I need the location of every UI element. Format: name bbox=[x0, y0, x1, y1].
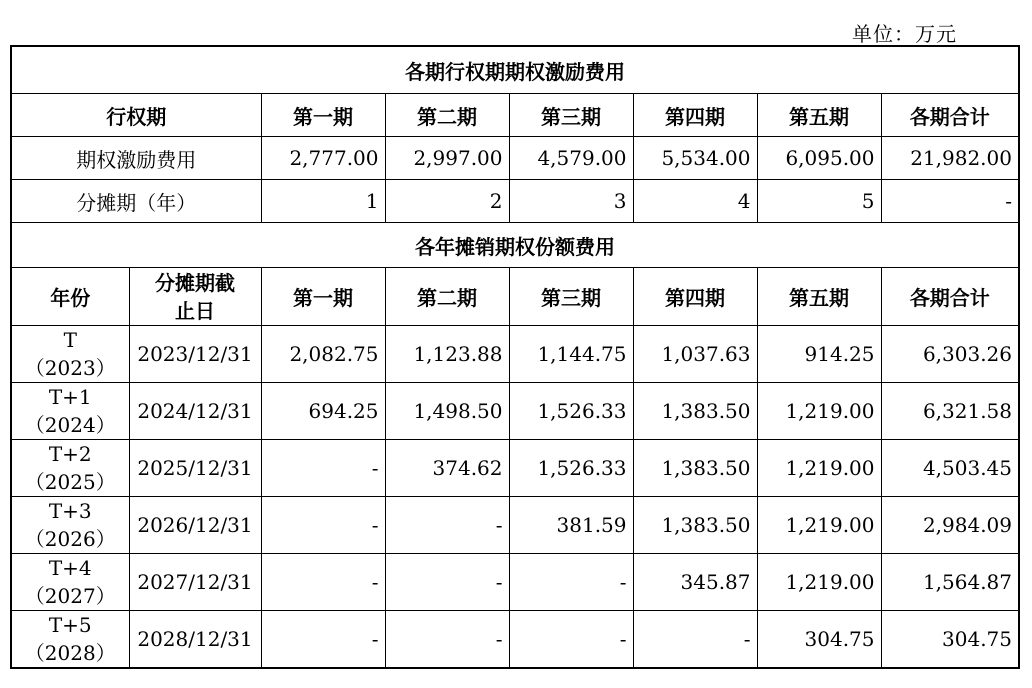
value-cell: 1,123.88 bbox=[385, 326, 509, 383]
section-title-row bbox=[11, 46, 1019, 94]
value-cell: 3 bbox=[509, 180, 633, 223]
line-2: （2025） bbox=[24, 470, 116, 494]
header-period-3: 第三期 bbox=[509, 94, 633, 137]
value-cell: 381.59 bbox=[509, 497, 633, 554]
value-cell: 1,144.75 bbox=[509, 326, 633, 383]
value-cell: 6,303.26 bbox=[881, 326, 1019, 383]
value-cell: 345.87 bbox=[633, 554, 757, 611]
header-period-5: 第五期 bbox=[757, 268, 881, 326]
header-period-6: 各期合计 bbox=[881, 94, 1019, 137]
value-cell: 304.75 bbox=[881, 611, 1019, 669]
year-cell bbox=[11, 440, 129, 497]
value-cell: 1,383.50 bbox=[633, 440, 757, 497]
cutoff-date-cell: 2023/12/31 bbox=[129, 326, 261, 383]
table-row bbox=[11, 497, 1019, 554]
header-year: 年份 bbox=[11, 268, 129, 326]
value-cell: 6,095.00 bbox=[757, 137, 881, 180]
line-2: （2023） bbox=[24, 356, 116, 380]
table-row bbox=[11, 137, 1019, 180]
table-row bbox=[11, 611, 1019, 669]
value-cell: 694.25 bbox=[261, 383, 385, 440]
value-cell: - bbox=[385, 554, 509, 611]
value-cell: - bbox=[261, 497, 385, 554]
header-period-5: 第五期 bbox=[757, 94, 881, 137]
table-row bbox=[11, 383, 1019, 440]
value-cell: 4,579.00 bbox=[509, 137, 633, 180]
section-title-row bbox=[11, 223, 1019, 268]
cutoff-date-cell: 2024/12/31 bbox=[129, 383, 261, 440]
value-cell: - bbox=[261, 440, 385, 497]
header-period-6: 各期合计 bbox=[881, 268, 1019, 326]
value-cell: 2,777.00 bbox=[261, 137, 385, 180]
header-row bbox=[11, 94, 1019, 137]
header-period-1: 第一期 bbox=[261, 94, 385, 137]
header-cutoff-date bbox=[129, 268, 261, 326]
value-cell: - bbox=[633, 611, 757, 669]
year-cell bbox=[11, 554, 129, 611]
value-cell: 21,982.00 bbox=[881, 137, 1019, 180]
value-cell: - bbox=[261, 554, 385, 611]
value-cell: 6,321.58 bbox=[881, 383, 1019, 440]
line-1: T+1 bbox=[48, 385, 92, 409]
header-period-4: 第四期 bbox=[633, 94, 757, 137]
option-expense-table bbox=[10, 45, 1020, 669]
value-cell: 1,526.33 bbox=[509, 383, 633, 440]
value-cell: 374.62 bbox=[385, 440, 509, 497]
line-2: （2024） bbox=[24, 413, 116, 437]
table-row bbox=[11, 554, 1019, 611]
value-cell: - bbox=[509, 611, 633, 669]
header-exercise-period: 行权期 bbox=[11, 94, 261, 137]
row-label: 期权激励费用 bbox=[11, 137, 261, 180]
value-cell: 4,503.45 bbox=[881, 440, 1019, 497]
cutoff-date-cell: 2026/12/31 bbox=[129, 497, 261, 554]
value-cell: - bbox=[509, 554, 633, 611]
table-body bbox=[11, 46, 1019, 668]
value-cell: 1,219.00 bbox=[757, 554, 881, 611]
cutoff-date-cell: 2028/12/31 bbox=[129, 611, 261, 669]
year-cell bbox=[11, 326, 129, 383]
unit-label: 单位：万元 bbox=[852, 22, 957, 46]
value-cell: 2,997.00 bbox=[385, 137, 509, 180]
year-cell bbox=[11, 383, 129, 440]
line-1: T+3 bbox=[48, 499, 92, 523]
value-cell: 1,383.50 bbox=[633, 497, 757, 554]
value-cell: 1,219.00 bbox=[757, 440, 881, 497]
value-cell: 4 bbox=[633, 180, 757, 223]
value-cell: - bbox=[385, 497, 509, 554]
value-cell: - bbox=[261, 611, 385, 669]
header-row bbox=[11, 268, 1019, 326]
section-1-title: 各期行权期期权激励费用 bbox=[11, 46, 1019, 94]
value-cell: 914.25 bbox=[757, 326, 881, 383]
table-row bbox=[11, 440, 1019, 497]
line-1: 分摊期截 bbox=[155, 270, 235, 295]
value-cell: 2,984.09 bbox=[881, 497, 1019, 554]
table-row bbox=[11, 326, 1019, 383]
year-cell bbox=[11, 611, 129, 669]
line-2: （2027） bbox=[24, 584, 116, 608]
header-period-1: 第一期 bbox=[261, 268, 385, 326]
section-2-title: 各年摊销期权份额费用 bbox=[11, 223, 1019, 268]
cutoff-date-cell: 2025/12/31 bbox=[129, 440, 261, 497]
line-1: T+4 bbox=[48, 556, 92, 580]
table-row bbox=[11, 180, 1019, 223]
value-cell: - bbox=[385, 611, 509, 669]
header-period-4: 第四期 bbox=[633, 268, 757, 326]
value-cell: 1,383.50 bbox=[633, 383, 757, 440]
value-cell: 2,082.75 bbox=[261, 326, 385, 383]
year-cell bbox=[11, 497, 129, 554]
header-period-2: 第二期 bbox=[385, 268, 509, 326]
value-cell: 1,564.87 bbox=[881, 554, 1019, 611]
line-1: T+5 bbox=[48, 613, 92, 637]
value-cell: 5,534.00 bbox=[633, 137, 757, 180]
cutoff-date-cell: 2027/12/31 bbox=[129, 554, 261, 611]
value-cell: 1,219.00 bbox=[757, 497, 881, 554]
header-period-3: 第三期 bbox=[509, 268, 633, 326]
value-cell: 1,526.33 bbox=[509, 440, 633, 497]
value-cell: 1,037.63 bbox=[633, 326, 757, 383]
line-1: T+2 bbox=[48, 442, 92, 466]
line-2: （2026） bbox=[24, 527, 116, 551]
line-1: T bbox=[63, 328, 77, 352]
value-cell: 1 bbox=[261, 180, 385, 223]
header-period-2: 第二期 bbox=[385, 94, 509, 137]
line-2: （2028） bbox=[24, 641, 116, 665]
value-cell: 2 bbox=[385, 180, 509, 223]
value-cell: - bbox=[881, 180, 1019, 223]
value-cell: 5 bbox=[757, 180, 881, 223]
value-cell: 1,219.00 bbox=[757, 383, 881, 440]
line-2: 止日 bbox=[175, 298, 215, 323]
row-label: 分摊期（年） bbox=[11, 180, 261, 223]
value-cell: 1,498.50 bbox=[385, 383, 509, 440]
value-cell: 304.75 bbox=[757, 611, 881, 669]
